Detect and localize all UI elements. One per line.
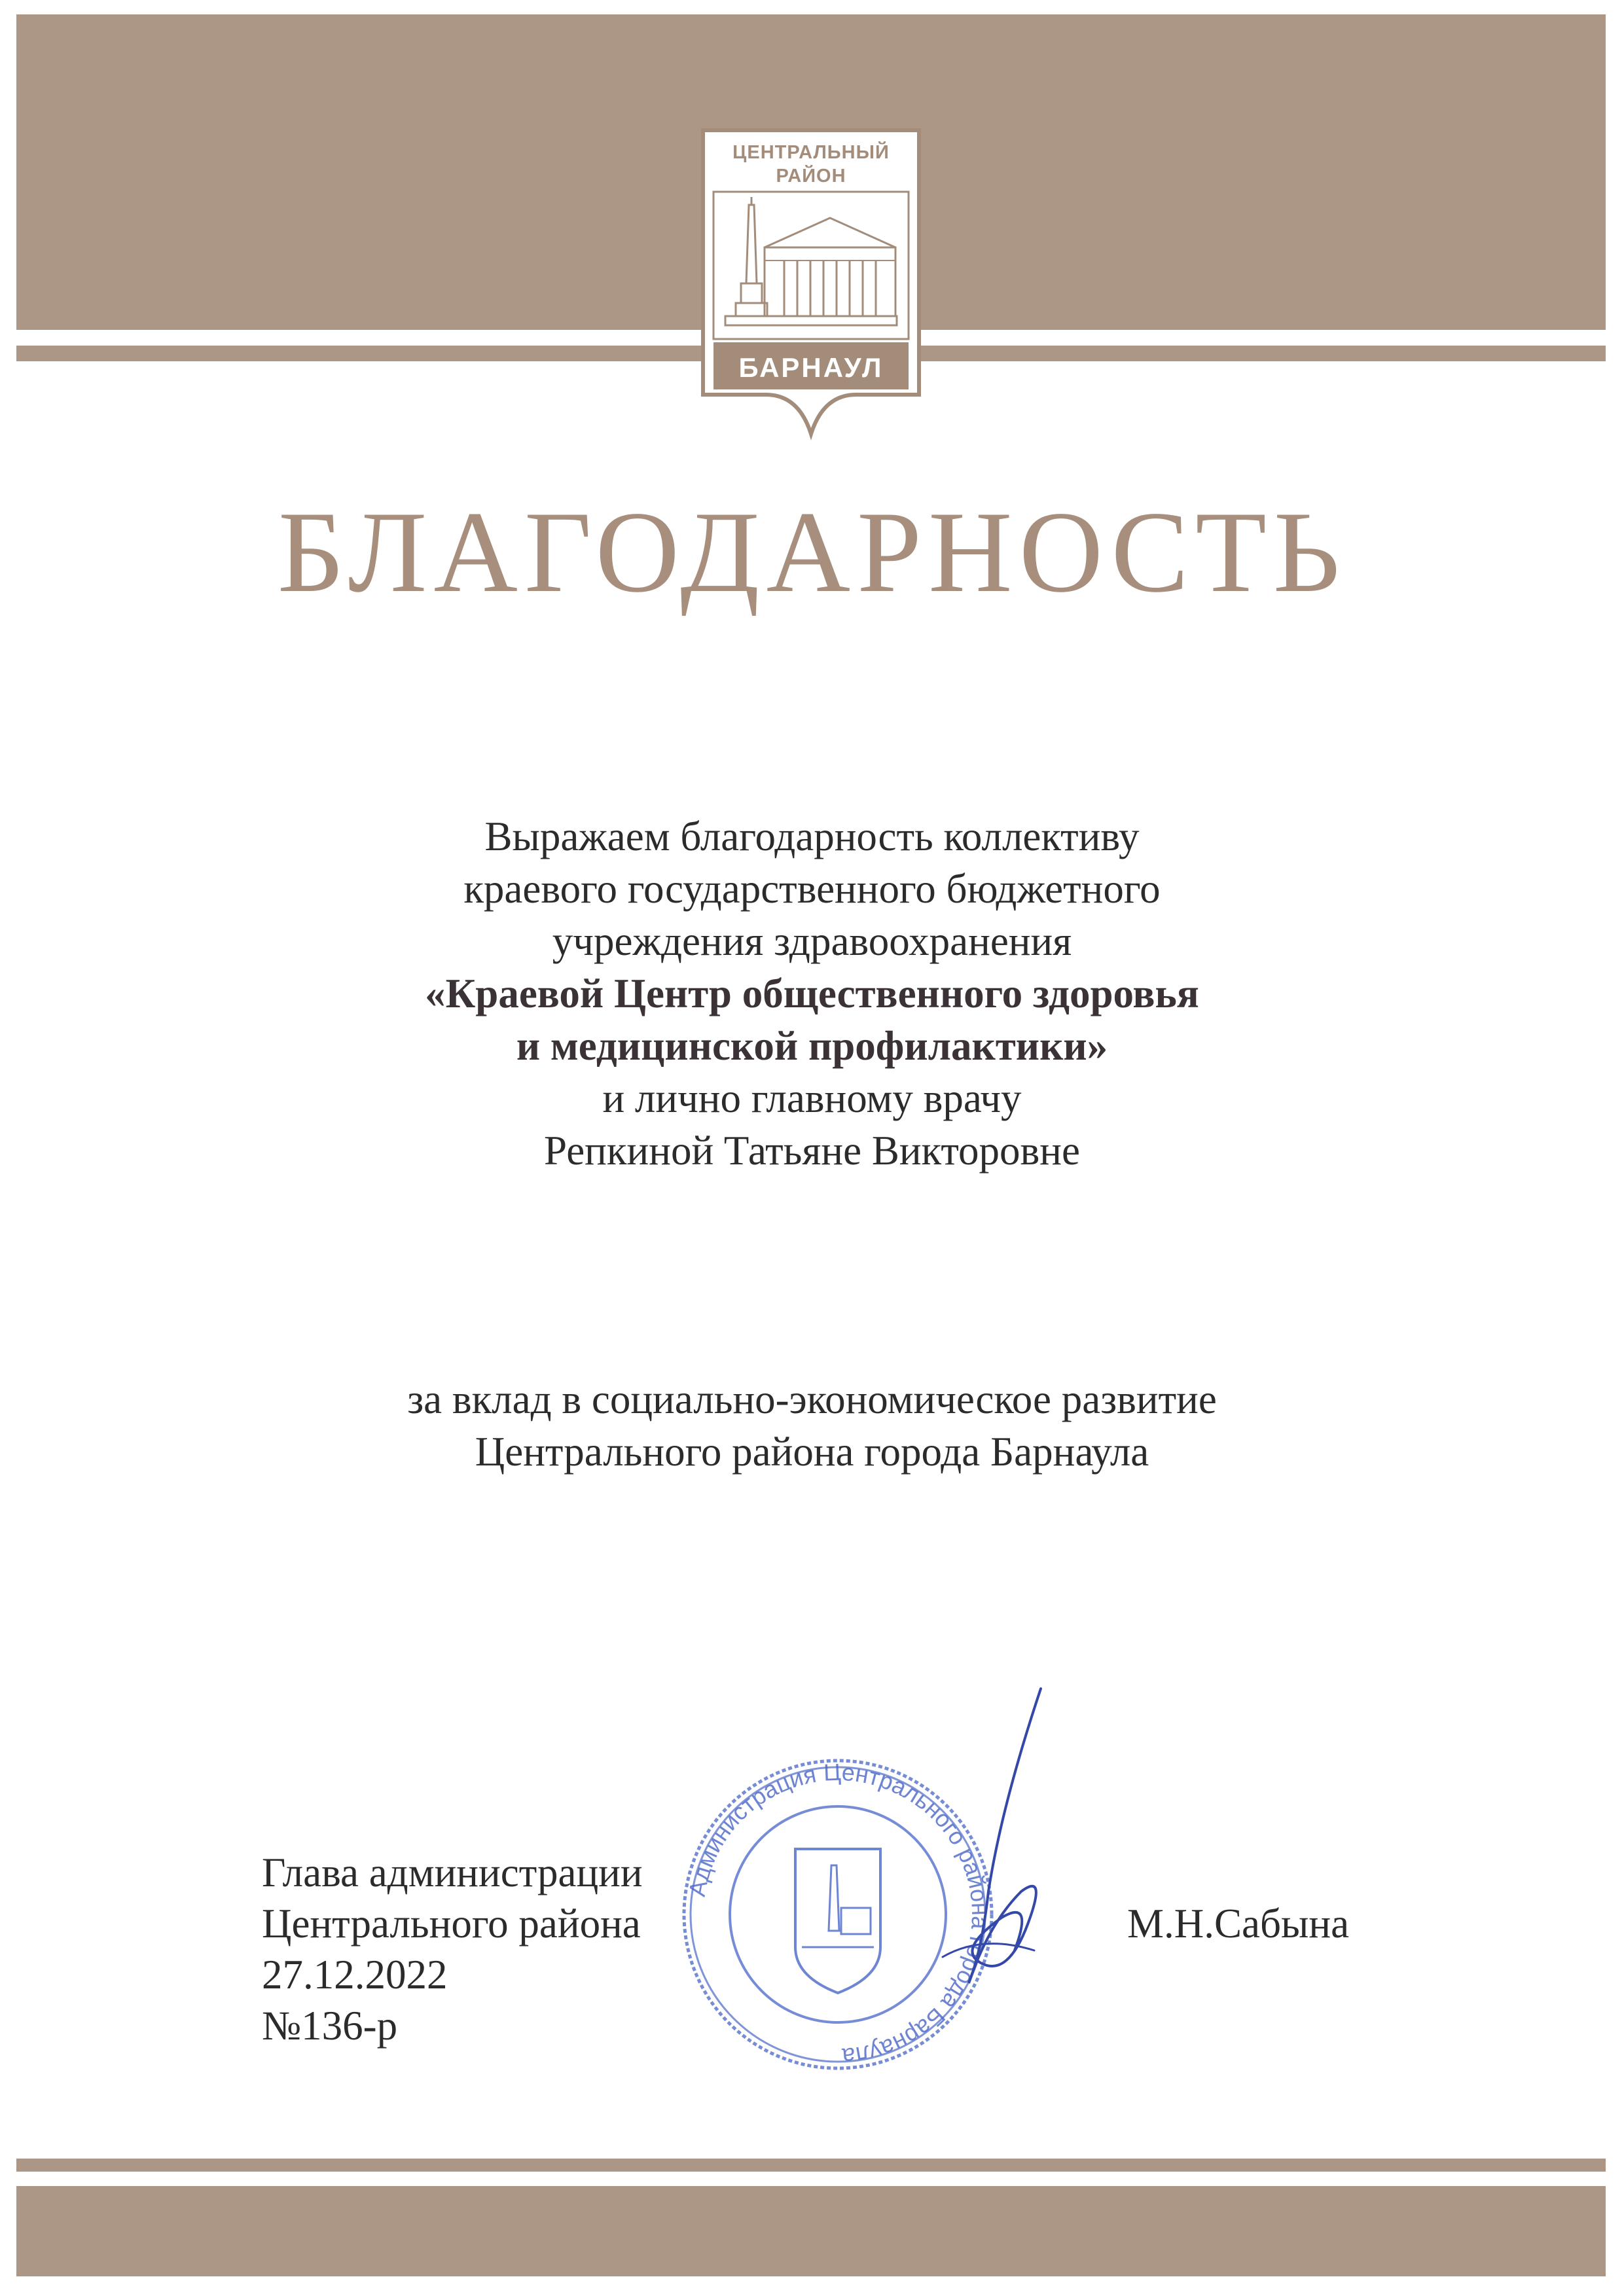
emblem-city-name: БАРНАУЛ xyxy=(738,352,884,383)
emblem-caption-line1: ЦЕНТРАЛЬНЫЙ xyxy=(732,142,890,163)
reason-line: за вклад в социально-экономическое развитие xyxy=(407,1376,1217,1422)
district-coat-of-arms xyxy=(699,126,923,447)
bottom-decorative-band xyxy=(16,2186,1606,2276)
gratitude-reason xyxy=(0,1373,1624,1478)
emblem-caption-line2: РАЙОН xyxy=(776,166,846,187)
organization-name-line: и медицинской профилактики» xyxy=(516,1023,1108,1069)
document-date: 27.12.2022 xyxy=(262,1952,448,1998)
signatory-details xyxy=(262,1847,643,2051)
document-number: №136-р xyxy=(262,2003,398,2049)
handwritten-signature xyxy=(903,1676,1060,2016)
signatory-position-line2: Центрального района xyxy=(262,1901,641,1946)
stamp-ring-text: Администрация Центрального района города Барнаула xyxy=(683,1758,994,2071)
certificate-title: БЛАГОДАРНОСТЬ xyxy=(277,487,1347,617)
gratitude-line: краевого государственного бюджетного xyxy=(463,866,1161,912)
gratitude-text xyxy=(0,810,1624,1177)
emblem-top-caption xyxy=(699,141,923,188)
gratitude-line: Выражаем благодарность коллективу xyxy=(484,814,1140,859)
gratitude-line: учреждения здравоохранения xyxy=(552,918,1072,964)
reason-line: Центрального района города Барнаула xyxy=(475,1429,1149,1475)
bottom-decorative-line xyxy=(16,2159,1606,2172)
gratitude-line: и лично главному врачу xyxy=(602,1075,1022,1121)
signatory-name: М.Н.Сабына xyxy=(1127,1901,1350,1946)
signatory-position-line1: Глава администрации xyxy=(262,1850,643,1895)
signature-scribble-icon xyxy=(903,1676,1060,2016)
organization-name-line: «Краевой Центр общественного здоровья xyxy=(425,971,1199,1016)
recipient-name: Репкиной Татьяне Викторовне xyxy=(544,1128,1080,1174)
